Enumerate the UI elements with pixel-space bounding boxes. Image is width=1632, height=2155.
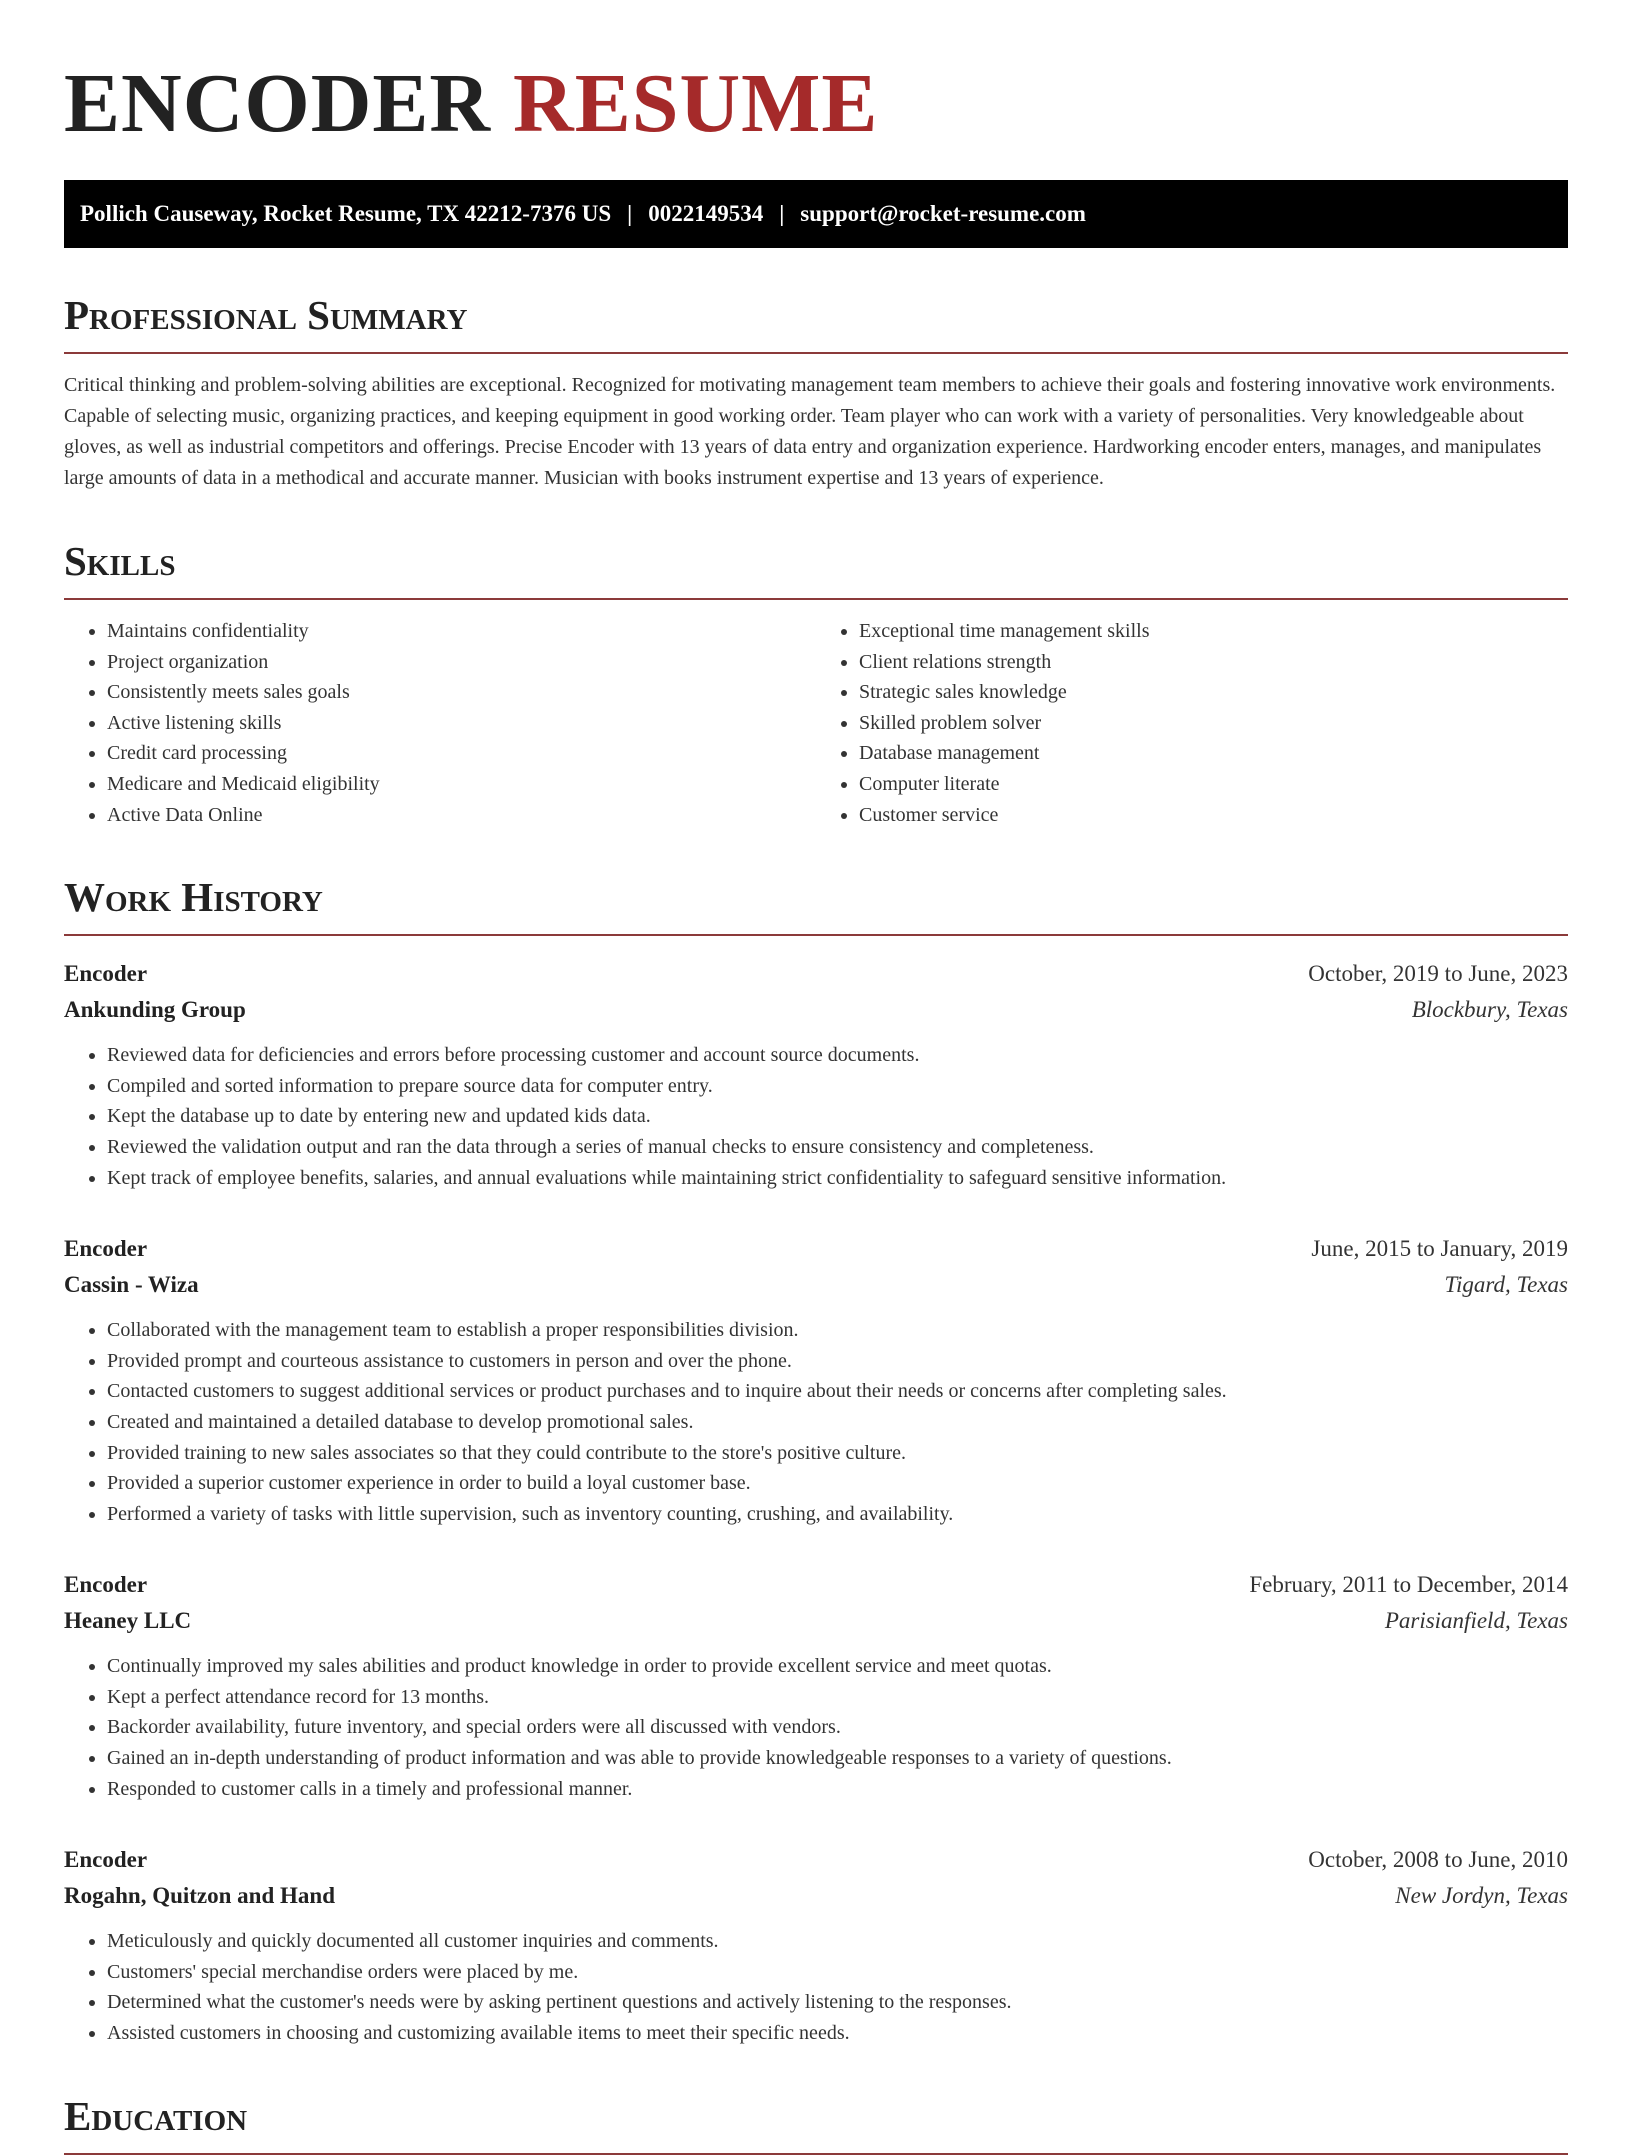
- education-section: [64, 2093, 1568, 2155]
- summary-heading: Professional Summary: [64, 292, 1568, 354]
- job-bullet: • Kept the database up to date by entering new and updated kids data.: [107, 1101, 1568, 1132]
- skill-item: • Consistently meets sales goals: [107, 677, 816, 708]
- job-bullet: • Continually improved my sales abilities and product knowledge in order to provide excellent service and meet quotas.: [107, 1651, 1568, 1682]
- job-header-row: [64, 1567, 1568, 1603]
- job-dates: October, 2019 to June, 2023: [1308, 961, 1568, 987]
- job-bullet: • Determined what the customer's needs were by asking pertinent questions and actively listening to the responses.: [107, 1987, 1568, 2018]
- job-company-row: [64, 1267, 1568, 1303]
- skills-list-left: [64, 616, 816, 830]
- contact-separator: |: [779, 201, 785, 226]
- job-company-row: [64, 1878, 1568, 1914]
- job-bullet-list: [64, 1315, 1568, 1529]
- education-heading: Education: [64, 2093, 1568, 2155]
- job-company: Heaney LLC: [64, 1608, 192, 1634]
- job-bullet: • Compiled and sorted information to prepare source data for computer entry.: [107, 1071, 1568, 1102]
- skills-heading: Skills: [64, 538, 1568, 600]
- job-bullet: • Provided a superior customer experience in order to build a loyal customer base.: [107, 1468, 1568, 1499]
- job-title: Encoder: [64, 1236, 148, 1262]
- job-bullet: • Reviewed the validation output and ran the data through a series of manual checks to ensure consistency and completeness.: [107, 1132, 1568, 1163]
- skill-item: • Skilled problem solver: [859, 708, 1568, 739]
- work-history-heading: Work History: [64, 874, 1568, 936]
- skill-item: • Project organization: [107, 647, 816, 678]
- job-bullet-list: [64, 1926, 1568, 2048]
- job-bullet: • Kept track of employee benefits, salaries, and annual evaluations while maintaining strict confidentiality to safeguard sensitive information.: [107, 1163, 1568, 1194]
- skill-item: • Medicare and Medicaid eligibility: [107, 769, 816, 800]
- skill-item: • Credit card processing: [107, 738, 816, 769]
- contact-phone: 0022149534: [648, 201, 764, 226]
- job-entry: [64, 1231, 1568, 1529]
- job-dates: June, 2015 to January, 2019: [1311, 1236, 1568, 1262]
- job-company: Cassin - Wiza: [64, 1272, 199, 1298]
- job-entry: [64, 1567, 1568, 1804]
- job-header-row: [64, 1231, 1568, 1267]
- job-header-row: [64, 1842, 1568, 1878]
- job-header-row: [64, 956, 1568, 992]
- skill-item: • Active Data Online: [107, 800, 816, 831]
- job-bullet: • Collaborated with the management team to establish a proper responsibilities division.: [107, 1315, 1568, 1346]
- skill-item: • Strategic sales knowledge: [859, 677, 1568, 708]
- job-entry: [64, 956, 1568, 1193]
- skill-item: • Database management: [859, 738, 1568, 769]
- job-location: Blockbury, Texas: [1411, 997, 1568, 1023]
- job-company-row: [64, 1603, 1568, 1639]
- job-entry: [64, 1842, 1568, 2048]
- job-title: Encoder: [64, 1572, 148, 1598]
- job-bullet-list: [64, 1040, 1568, 1193]
- skills-grid: [64, 616, 1568, 830]
- skills-section: [64, 538, 1568, 830]
- skill-item: • Customer service: [859, 800, 1568, 831]
- job-bullet: • Gained an in-depth understanding of product information and was able to provide knowledgeable responses to a variety of questions.: [107, 1743, 1568, 1774]
- job-location: Tigard, Texas: [1444, 1272, 1568, 1298]
- skills-list-right: [816, 616, 1568, 830]
- job-title: Encoder: [64, 1847, 148, 1873]
- title-primary: ENCODER: [64, 57, 492, 150]
- job-location: New Jordyn, Texas: [1395, 1883, 1568, 1909]
- job-bullet: • Backorder availability, future inventory, and special orders were all discussed with vendors.: [107, 1712, 1568, 1743]
- job-dates: October, 2008 to June, 2010: [1308, 1847, 1568, 1873]
- job-bullet: • Assisted customers in choosing and customizing available items to meet their specific needs.: [107, 2018, 1568, 2049]
- summary-text: Critical thinking and problem-solving abilities are exceptional. Recognized for motivating management team members to achieve their goals and fostering innovative work environments. Capable of selecting music, organizing practices, and keeping equipment in good working order. Team player who can work with a variety of personalities. Very knowledgeable about gloves, as well as industrial competitors and offerings. Precise Encoder with 13 years of data entry and organization experience. Hardworking encoder enters, manages, and manipulates large amounts of data in a methodical and accurate manner. Musician with books instrument expertise and 13 years of experience.: [64, 374, 1556, 489]
- job-bullet-list: [64, 1651, 1568, 1804]
- job-company-row: [64, 992, 1568, 1028]
- resume-title: [64, 58, 1568, 150]
- job-bullet: • Performed a variety of tasks with little supervision, such as inventory counting, crushing, and availability.: [107, 1499, 1568, 1530]
- contact-email: support@rocket-resume.com: [800, 201, 1086, 226]
- job-bullet: • Meticulously and quickly documented all customer inquiries and comments.: [107, 1926, 1568, 1957]
- title-accent: RESUME: [513, 57, 879, 150]
- job-bullet: • Responded to customer calls in a timely and professional manner.: [107, 1774, 1568, 1805]
- summary-section: [64, 292, 1568, 494]
- job-bullet: • Reviewed data for deficiencies and errors before processing customer and account source documents.: [107, 1040, 1568, 1071]
- job-bullet: • Created and maintained a detailed database to develop promotional sales.: [107, 1407, 1568, 1438]
- job-bullet: • Provided training to new sales associates so that they could contribute to the store's positive culture.: [107, 1438, 1568, 1469]
- skill-item: • Exceptional time management skills: [859, 616, 1568, 647]
- contact-bar: [64, 180, 1568, 248]
- skill-item: • Active listening skills: [107, 708, 816, 739]
- job-title: Encoder: [64, 961, 148, 987]
- job-company: Rogahn, Quitzon and Hand: [64, 1883, 335, 1909]
- job-bullet: • Contacted customers to suggest additional services or product purchases and to inquire about their needs or concerns after completing sales.: [107, 1376, 1568, 1407]
- job-bullet: • Customers' special merchandise orders were placed by me.: [107, 1957, 1568, 1988]
- job-location: Parisianfield, Texas: [1384, 1608, 1568, 1634]
- skill-item: • Maintains confidentiality: [107, 616, 816, 647]
- skill-item: • Client relations strength: [859, 647, 1568, 678]
- contact-address: Pollich Causeway, Rocket Resume, TX 42212-7376 US: [80, 201, 612, 226]
- job-dates: February, 2011 to December, 2014: [1249, 1572, 1568, 1598]
- job-bullet: • Kept a perfect attendance record for 13 months.: [107, 1682, 1568, 1713]
- job-company: Ankunding Group: [64, 997, 246, 1023]
- job-bullet: • Provided prompt and courteous assistance to customers in person and over the phone.: [107, 1346, 1568, 1377]
- contact-separator: |: [627, 201, 633, 226]
- skill-item: • Computer literate: [859, 769, 1568, 800]
- work-history-section: [64, 874, 1568, 2048]
